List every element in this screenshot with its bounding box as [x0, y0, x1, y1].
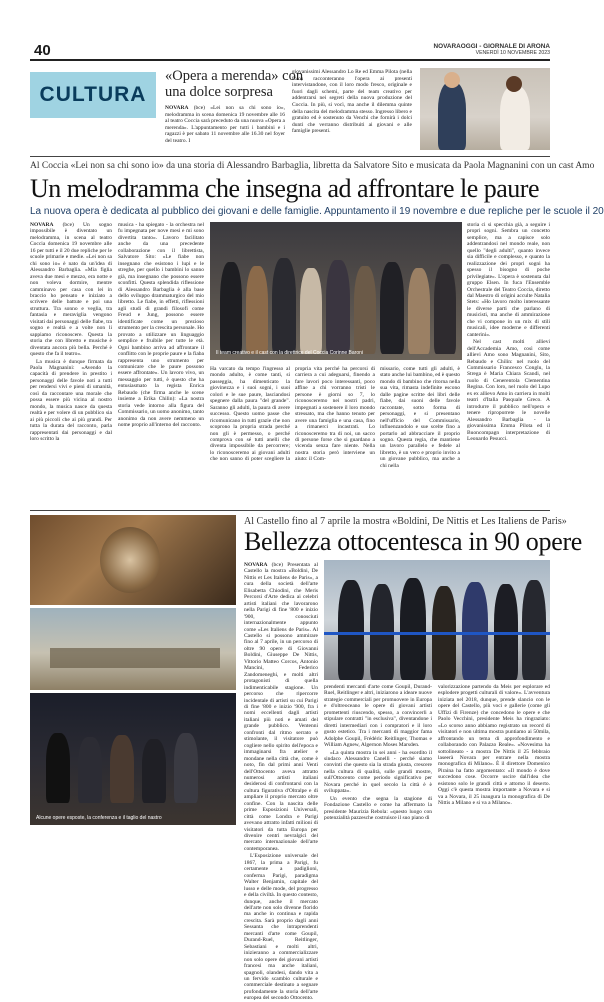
story-divider	[30, 510, 550, 511]
story2-photo-caption: Alcune opere esposte, la conferenza e il taglio del nastro	[36, 815, 162, 821]
masthead-date: VENERDÌ 10 NOVEMBRE 2023	[475, 50, 550, 56]
story1-col-5: storia ci si specchia già, a seguire i propri sogni. Sembra un concetto semplice, ma a capisce solo addentrandosi nel mondo reale, non quello "degli adulti", quanto invece sia difficile e complesso, e quanto la realizzazione dei propri sogni ha spesso il bisogno di poche privilegiate». L'opera è sostenuta dal gruppo Elsen. In fuca l'Ensemble Orchestrale del Teatro Coccia, diretto dal Maestro di origini acculte Natalia Stets: «Ho lavoro molto interessante le diverse parti che parlano di musicisti, ma anche di ammirazione che vi compone in un mix di stili musicali, idee moderne e differenti canterini». Nel cast molti allievi dell'Accademia Amo, così come allievi Amo sono Magnanini, Sito, Rebaudo e Chilin: nel ruolo del Commissario Francesco Conglu, la Strega è Maria Chiara Scandi, nel ruolo di Cenerentola Clementina Regina. Con loro, nel ruolo del Lupo ex ex allievo Amo in carriera in molti teatri d'Italia Pasquale Greco. A introdurre il pubblico nell'opera e tenere riproporrete le novelle Alessandro Barbaglia - la giovanissima Emma Pilota ed il Buoncompagn interpretazione di Leonardo Pesucci.	[467, 222, 550, 442]
story2-ribbon-photo	[324, 560, 550, 680]
box-col-2: giovanissimi Alessandro Lo Re ed Emma Pilota (nella foto) racconteranno l'opera ai presenti intervistandone, con il loro modo fresco, originale e fuori dagli schemi, parte del team creativo per addentrarsi nei segreti della nuova produzione del Coccia. In più, si vocì, ma anche il dilemma quinte della nascita del melodramma stesso. Ingresso libero e gratuito ed è sostenuto da Venchi che fornirà i dolci dunti che verranno distribuiti ai giovani e alle famiglie presenti.	[292, 69, 412, 135]
story1-headline: Un melodramma che insegna ad affrontare le paure	[30, 174, 539, 203]
story2-kicker: Al Castello fino al 7 aprile la mostra «Boldini, De Nittis et Les Italiens de Paris»	[244, 516, 567, 527]
story1-photo-caption: Il team creativo e il cast con la direttrice del Coccia Corinne Baroni	[216, 350, 364, 356]
box-photo	[420, 68, 550, 150]
story2-headline: Bellezza ottocentesca in 90 opere	[244, 527, 583, 556]
page-number: 40	[34, 42, 51, 59]
masthead-title: NOVARAOGGI - GIORNALE DI ARONA	[433, 43, 550, 50]
story2-painting-2	[30, 608, 236, 690]
story2-col-4: valorizzazione partendo da Meis per esplorare ed esplodere progetti culturali di valore». L'avventura iniziata nel 2018, dunque, prende slancio con le opere del Castello, più voci e gallerie (come gli Uffizi di Firenze) che concedono le opere e che Paolo Vecchini, presidente Meis ha ringraziato: «Lo scorso anno abbiamo registrato un record di visitatori e non ultima mostra puntiamo ai 50mila, affrontando un tema di approfondimento e collaborando con Palazzo Reale». «Novesima ha sottolineato - a mostra De Nittis il 25 febbraio laseerà Novara per entrare nella mostra monografica di Milano». È il direttore Domenico Piraina ha fatto argomentato: «Il mondo è dove succedono cose. Occorre uscire dall'idea che esistono solo le grandi città e attorno il deserto. Oggi c'è questa mostra importante a Novara e si va a Novara, il 25 inaugura la monografica di De Nittis a Milano e si va a Milano».	[438, 684, 550, 807]
box-title: «Opera a merenda» con una dolce sorpresa	[165, 68, 304, 100]
story2-col-1: NOVARA (bce) Presentata al Castello la mostra «Boldini, De Nittis et Les Italiens de Paris», a cura della società dell'arte Elisabetta Chiodini, che Meris Percorsi d'Arte dedica ai celebri artisti italiani che lavorarono nella Parigi di fine '800 e inizio '900, conosciuti internazionalmente appunto come «Les Italiens de Paris». Al Castello si possono ammirare fino al 7 aprile, in un percorso di oltre 90 opere di Giovanni Boldini, Giuseppe De Nittis, Vittorio Matteo Corcos, Antonio Mancini, Federico Zandomeneghi, e molti altri protagonisti di quella indimenticabile stagione. Un percorso che ripercorre incidentale di artisti su cui Parigi di fine '800 e inizio '900, fra i nomi eccellenti dagli artisti italiani più noti e amati del grande pubblico. Ventenni confronti dal ritmo serrato e stimolante, il visitatore può cogliere nello spirito dell'epoca e immaginarsi fra atelier e mondane nella città che, come è noto, fin dal primi anni Venti dell'Ottocento aveva attratto numerosi artisti italiani desiderosi di confrontarsi con la cultura figurativa d'Oltralpe e di ampliare il proprio mercato oltre confine. Con la nascita delle prime Esposizioni Universali, città come Londra e Parigi avevano attratto infatti milioni di visitatori da tutta Europa per divenire centri nevralgici del mercato internazionale dell'arte contemporanea. L'Esposizione universale del 1867, la prima a Parigi, fu certamente a padiglioni, conferma Parigi, paradigma Walter Benjamin, capitale del lusso e delle mode, del progresso e della civiltà. In questo contesto, dunque, anche il mercato dell'arte non solo divenne florido ma anche in continua e rapida crescita. Sarà proprio dagli anni Sessanta che intraprendenti mercanti d'arte come Goupil, Durand-Ruel, Reitlinger, Sebastiani e molti altri, inizieranno a commercializzare non solo opere dei giovani artisti francesi ma anche italiani, spagnoli, olandesi, dando vita a un fervido scambio culturale e commerciale destinato a segnare profondamente la storia dell'arte europea del secondo Ottocento.	[244, 562, 318, 1002]
box-rule	[30, 156, 550, 157]
story1-col-4: missario, come tutti gli adulti, è stato anche lui bambino, ed è questo mondo di bambino che ritorna nella sua vita, rimasta indefinite escono dalle pagine scritte dei libri delle fiabe, dai suoni delle favole raccontate, sotto forma di personaggi, e si presentano nell'ufficio del Commissario, influenzandolo e sue scelte fino a portarlo ad abbracciare il proprio sogno. Questa regia, che mantiene un lavoro parallelo e fedele al libretto, è un vero e proprio invito a un giovane pubblico, ma anche a chi nella	[380, 366, 460, 469]
story1-subhead: La nuova opera è dedicata al pubblico dei giovani e delle famiglie. Appuntamento il 19 novembre e due repliche per le scuole il 20	[30, 206, 604, 217]
story1-col-1: NOVARA (bce) Un sogno impossibile è diventato un melodramma, in scena al teatro Coccia domenica 19 novembre alle 16 per tutti e il 20 due repliche per le scuole primarie e medie. «Lei non sa chi sono io» è nato da un'idea di Alessandro Barbaglia. «Mia figlia aveva due mesi e mezzo, era notte e non voleva dormire, mentre camminavo per casa con lei in braccio ho pensato e iniziato a scrivere delle battute e poi una struttura. Tra sonno e veglia, tra fantasia e meraviglia vengono visitati dai personaggi delle fiabe, tra sogno e realtà e a volte non li sappiamo riconoscere. Questa la storia che con libretto e musiche è diventata ancora più bella. Perché è questo che fa il teatro». La musica è dunque firmata da Paola Magnanini: «Avendo la capacità di prendere in prestito i personaggi delle favole noti a tutti per rendersi vivi e pieni di umanità, così da raccontare una morale che possa essere più vicina al nostro mondo, la musica nasce da questa realtà e per volere di un pubblico sia ai più piccoli che ai più grandi. Per tutta la durata del racconto, parla rappresentati dai personaggi e dal loro scritto la	[30, 222, 112, 442]
masthead	[434, 43, 550, 56]
story1-col-3: Ha varcato da tempo l'ingresso al mondo adulto, è come tanti, si passeggia, ha dimenticato la giovinezza e i suoi sogni, i suoi colori e le sue paure, lasciandosi spegnere dalla paura "del grande". Saranno gli adulti, la paura di avere successo. Questo uomo passe che ricomunicano in tutti grazie che non scoprono la propria strada perché non gli è permesso, o perché comprova con sé tutti anelli che diventa impossibile da percorrere; lo riconosceremo ai giovani adulti che non sanno di poter scegliere la propria vita perché ha percorsi di carriera a cui adeguarsi, finendo a fare lavori poco interessanti, poco affine a chi vorranno tristi le persone è giorni so 7, lo riconosceremo nei nostri padri, impegnati a sostenere il loro mondo stressato, ma che hanno tenuto per avere una famiglia e una casa, fino a rimanerci incastrati. Lo riconosceremo tra di noi, un sacco di persone forse che si guardano a vicenda senza fare niente. Nella nostra storia però interviene un aiuto: il Com-	[210, 366, 375, 463]
section-label: CULTURA	[30, 72, 156, 118]
story2-conference-photo	[30, 693, 236, 825]
story1-col-2: musica - ha spiegato - la orchestra nel fu impegnata per nove mesi e mi sono divertita tanto». Lavoro facilitato anche da una precedente collaborazione con il librettista, Salvatore Sito: «Le fiabe non insegnano che esistono i lupi e le streghe, per quello i bambini lo sanno già, ma insegnano che possono essere sconfitti. Questa splendida riflessione di Alessandro Barbaglia è alla base dello sviluppo drammaturgico del mio libretto. Le fiabe, in effetti, riflessioni agli studi di grandi filosofi come Freud e Jung, possono essere identificate come un prezioso strumento per la crescita personale. Ho provato a utilizzare un linguaggio semplice e fruibile per tutte le età. Ogni bambino arriva ad affrontare il conflitto con le proprie paure e la fiaba rappresenta uno strumento per comunicare che le paure possono essere affrontate». Un lavoro vivo, un messaggio per tutti, è questo che ha entusiasmato la regista Enrica Rebaudo (che firma anche le scene insieme a Erika Chilin): «La nostra storia vede intorno alla figura del Commissario, un uomo anonimo, tanto anonimo da non avere nemmeno un nome proprio all'interno del racconto.	[118, 222, 204, 429]
header-rule	[30, 59, 550, 61]
story1-photo	[210, 222, 462, 360]
box-col-1: NOVARA (bce) «Lei non sa chi sono io», melodramma in scena domenica 19 novembre alle 16 al teatro Coccia sarà preceduto da una nuova «Opera a merenda». L'appuntamento per tutti i bambini e i ragazzi è per sabato 11 novembre alle 16.30 nel foyer del teatro. I	[165, 105, 286, 144]
story1-kicker: Al Coccia «Lei non sa chi sono io» da una storia di Alessandro Barbaglia, libretta da Salvatore Sito e musicata da Paola Magnanini con un cast Amo	[30, 161, 595, 171]
story2-painting-1	[30, 515, 236, 605]
story2-col-3: prendenti mercanti d'arte come Goupil, Durand-Ruel, Reitlinger e altri, iniziarono a ideare nuove strategie commerciali per promuovere in Europa e d'oltreoceano le opere di giovani artisti promettenti riuscendo, spesso, a convincerli a stipulare contratti "in esclusiva", diventandone i diretti intermediari con i compratori e il loro gusto estetico. Tra i mercanti di maggior fama Adolphe Goupil, Frédéric Reitlinger, Thomas e William Agnew, Algernon Moses Marsden. «La quinta mostra in sei anni - ha esordito il sindaco Alessandro Canelli - perché siamo convinti che questo sia la strada giusta, crescere nella cultura di qualità, sulle grandi mostre, sull'Ottocento come periodo significativo per Novara perché in quel secolo la città è è sviluppata». Un evento che segna la stagione di Fondazione Castello e come ha affermato la presidente Maurizia Rebola: «questo luogo con potenzialità pazzesche costruisce il suo piano di	[324, 684, 432, 822]
